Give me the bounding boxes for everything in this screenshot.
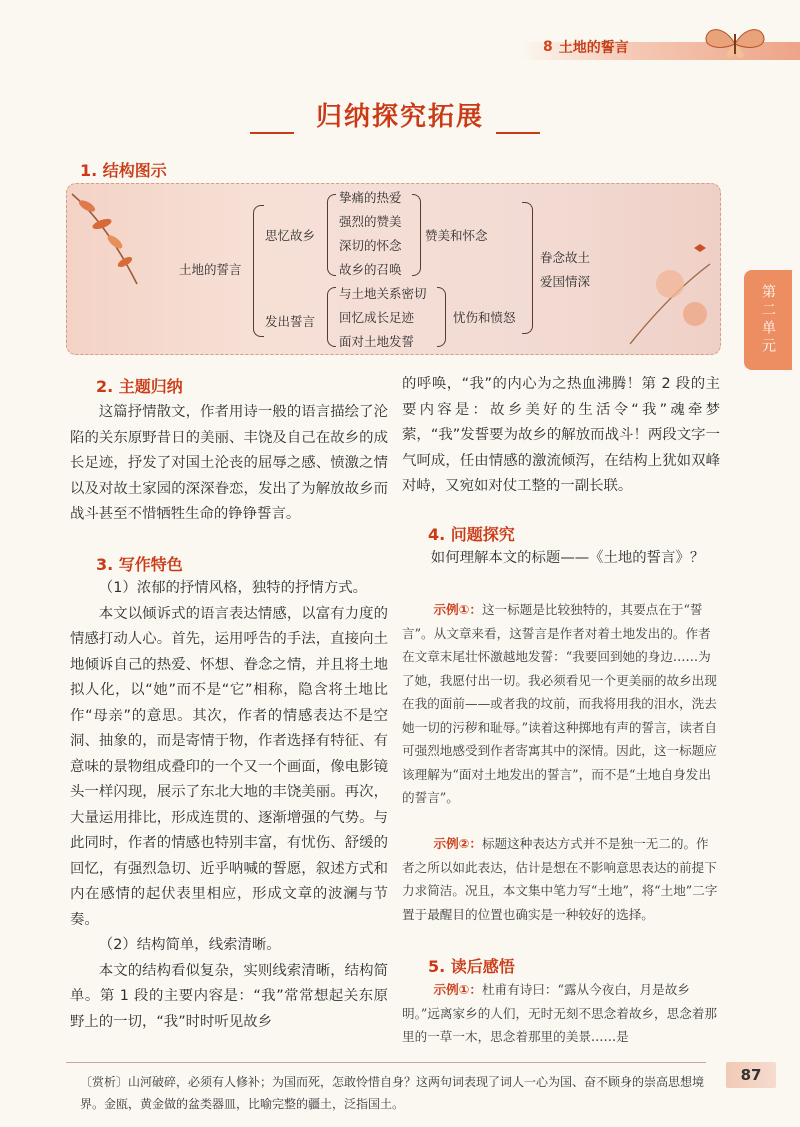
diagram-b1-summary: 赞美和怀念	[425, 228, 488, 243]
example-text: 这一标题是比较独特的，其要点在于“誓言”。从文章来看，这誓言是作者对着土地发出的。作者在文章末尾壮怀激越地发誓：“我要回到她的身边……为了她，我愿付出一切。我必须看见一个更美丽的故乡出现在我的面前——或者我的坟前，而我将用我的泪水，洗去她一切的污秽和耻辱。”读着这种掷地有声的誓言，读者自可强烈地感受到作者寄寓其中的深情。因此，这一标题应该理解为“面对土地发出的誓言”，而不是“土地自身发出的誓言”。	[402, 602, 717, 805]
features-continued: 的呼唤，“我”的内心为之热血沸腾！第 2 段的主要内容是：故乡美好的生活令“我”魂牵梦萦，“我”发誓要为故乡的解放而战斗！两段文字一气呵成，任由情感的激流倾泻，在结构上犹如双峰对峙，又宛如对仗工整的一副长联。	[402, 376, 720, 494]
diagram-brace-branch1	[327, 194, 336, 276]
diagram-b2-item: 面对土地发誓	[339, 334, 415, 349]
diagram-final: 眷念故土	[540, 250, 591, 265]
heading-reflection: 5. 读后感悟	[428, 957, 515, 976]
example-text: 标题这种表达方式并不是独一无二的。作者之所以如此表达，估计是想在不影响意思表达的前提下力求简洁。况且，本文集中笔力写“土地”，将“土地”二字置于最醒目的位置也确实是一种较好的选择。	[402, 836, 718, 922]
chapter-header	[543, 32, 629, 62]
title-underline-right	[496, 132, 540, 134]
section-title: 归纳探究拓展	[315, 102, 484, 132]
heading-features: 3. 写作特色	[96, 555, 183, 574]
inquiry-question: 如何理解本文的标题——《土地的誓言》？	[430, 550, 705, 566]
inquiry-example-2	[402, 832, 720, 926]
diagram-brace-final	[522, 202, 533, 334]
diagram-b1-item: 强烈的赞美	[339, 214, 402, 229]
feature-text-1: 本文以倾诉式的语言表达情感，以富有力度的情感打动人心。首先，运用呼告的手法，直接向土地倾诉自己的热爱、怀想、眷念之情，并且将土地拟人化，以“她”而不是“它”相称，隐含将土地比作“母亲”的意思。其次，作者的情感表达不是空洞、抽象的，而是寄情于物，作者选择有特征、有意味的景物组成叠印的一个又一个画面，像电影镜头一样闪现，展示了东北大地的丰饶美丽。再次，大量运用排比，形成连贯的、逐渐增强的气势。与此同时，作者的情感也特别丰富，有忧伤、舒缓的回忆，有强烈急切、近乎呐喊的誓愿，叙述方式和内在感情的起伏表里相应，形成文章的波澜与节奏。	[70, 605, 388, 928]
footnote-text: 山河破碎，必须有人修补；为国而死，怎敢怜惜自身？这两句词表现了词人一心为国、奋不顾身的崇高思想境界。金瓯，黄金做的盆类器皿，比喻完整的疆土，泛指国土。	[80, 1075, 705, 1111]
heading-structure: 1. 结构图示	[80, 161, 167, 180]
chapter-number: 8	[543, 39, 553, 55]
example-label: 示例①：	[433, 982, 482, 997]
structure-diagram	[66, 183, 721, 355]
footer-divider	[66, 1062, 706, 1063]
inquiry-example-1	[402, 598, 720, 810]
reflection-example-1	[402, 978, 720, 1049]
flower-decoration-icon	[610, 224, 720, 354]
diagram-brace-root	[253, 205, 264, 337]
example-text: 杜甫有诗曰：“露从今夜白，月是故乡明。”远离家乡的人们，无时无刻不思念着故乡，思念着那里的一草一木，思念着那里的美景……是	[402, 982, 717, 1044]
diagram-b1-item: 故乡的召唤	[339, 262, 402, 277]
example-label: 示例①：	[433, 602, 482, 617]
diagram-branch1: 思忆故乡	[265, 228, 316, 243]
footnote	[80, 1071, 720, 1115]
unit-tab: 第二单元	[744, 270, 792, 370]
page-number: 87	[726, 1062, 776, 1088]
title-underline-left	[250, 132, 294, 134]
diagram-b2-item: 回忆成长足迹	[339, 310, 415, 325]
diagram-b1-item: 挚痛的热爱	[339, 190, 402, 205]
diagram-final: 爱国情深	[540, 274, 591, 289]
heading-theme: 2. 主题归纳	[96, 377, 183, 396]
diagram-b1-item: 深切的怀念	[339, 238, 402, 253]
diagram-b2-summary: 忧伤和愤怒	[453, 310, 516, 325]
footnote-label: 〔赏析〕	[80, 1075, 129, 1089]
chapter-title: 土地的誓言	[558, 40, 629, 56]
diagram-b2-item: 与土地关系密切	[339, 286, 427, 301]
diagram-brace-branch2	[327, 287, 336, 347]
example-label: 示例②：	[433, 836, 482, 851]
theme-paragraph: 这篇抒情散文，作者用诗一般的语言描绘了沦陷的关东原野昔日的美丽、丰饶及自己在故乡的成长足迹，抒发了对国土沦丧的屈辱之感、愤激之情以及对故土家园的深深眷恋，发出了为解放故乡而战斗甚至不惜牺牲生命的铮铮誓言。	[70, 404, 388, 522]
diagram-brace-b1-right	[412, 194, 421, 276]
features-content	[70, 576, 388, 1035]
diagram-branch2: 发出誓言	[265, 314, 316, 329]
heading-inquiry: 4. 问题探究	[428, 525, 515, 544]
diagram-root: 土地的誓言	[179, 262, 242, 277]
feature-text-2a: 本文的结构看似复杂，实则线索清晰，结构简单。第 1 段的主要内容是：“我”常常想起关东原野上的一切，“我”时时听见故乡	[70, 962, 388, 1030]
butterfly-ornament-icon	[700, 22, 770, 62]
branch-decoration-icon	[67, 184, 157, 294]
feature-point-2: （2）结构简单，线索清晰。	[98, 937, 281, 953]
feature-point-1: （1）浓郁的抒情风格，独特的抒情方式。	[98, 580, 367, 596]
diagram-brace-b2-right	[437, 287, 446, 347]
